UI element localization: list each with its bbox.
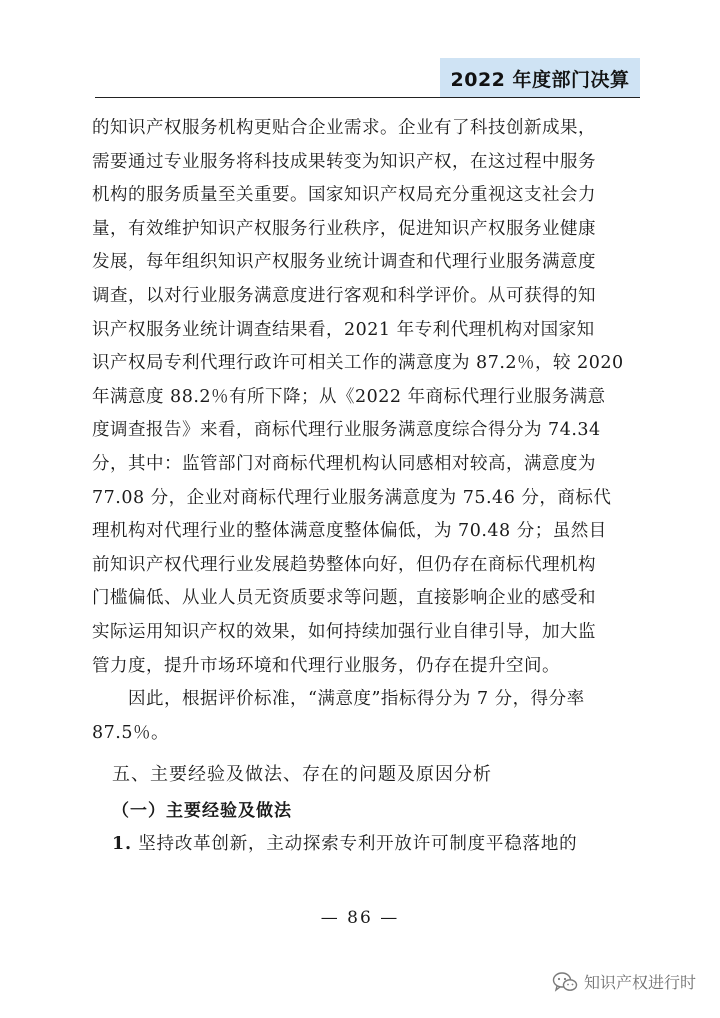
text-line: 的知识产权服务机构更贴合企业需求。企业有了科技创新成果， [92, 118, 596, 138]
text-line: 量，有效维护知识产权服务行业秩序，促进知识产权服务业健康 [92, 218, 596, 239]
text-line: 实际运用知识产权的效果，如何持续加强行业自律引导，加大监 [92, 621, 596, 642]
watermark-text: 知识产权进行时 [583, 973, 696, 992]
paragraph-2 [92, 683, 632, 750]
page-number: — 86 — [320, 908, 400, 928]
item-number: 1. [112, 834, 132, 854]
section-heading: 五、主要经验及做法、存在的问题及原因分析 [112, 764, 492, 785]
text-line: 因此，根据评价标准，“满意度”指标得分为 7 分，得分率 [92, 689, 585, 710]
text-line: 度调查报告》来看，商标代理行业服务满意度综合得分为 74.34 [92, 420, 601, 441]
text-line: 87.5％。 [92, 722, 169, 743]
text-line: 前知识产权代理行业发展趋势整体向好，但仍存在商标代理机构 [92, 554, 596, 575]
text-line: 年满意度 88.2％有所下降；从《2022 年商标代理行业服务满意 [92, 386, 606, 407]
text-line: 管力度，提升市场环境和代理行业服务，仍存在提升空间。 [92, 655, 560, 676]
text-line: 识产权服务业统计调查结果看，2021 年专利代理机构对国家知 [92, 319, 595, 340]
header-title-tab [440, 58, 640, 98]
subsection-heading: （一）主要经验及做法 [112, 801, 292, 821]
wechat-icon [552, 971, 578, 993]
text-line: 需要通过专业服务将科技成果转变为知识产权，在这过程中服务 [92, 151, 596, 172]
text-line: 理机构对代理行业的整体满意度整体偏低，为 70.48 分；虽然目 [92, 521, 607, 542]
text-line: 发展，每年组织知识产权服务业统计调查和代理行业服务满意度 [92, 252, 596, 273]
text-line: 调查，以对行业服务满意度进行客观和科学评价。从可获得的知 [92, 285, 596, 306]
watermark [552, 970, 696, 993]
text-line: 门槛偏低、从业人员无资质要求等问题，直接影响企业的感受和 [92, 588, 596, 609]
body-text [92, 112, 632, 750]
text-line: 识产权局专利代理行政许可相关工作的满意度为 87.2％，较 2020 [92, 353, 624, 374]
header-title: 2022 年度部门决算 [450, 68, 630, 91]
list-item [112, 830, 577, 855]
text-line: 分，其中：监管部门对商标代理机构认同感相对较高，满意度为 [92, 453, 596, 474]
text-line: 机构的服务质量至关重要。国家知识产权局充分重视这支社会力 [92, 185, 596, 206]
text-line: 77.08 分，企业对商标代理行业服务满意度为 75.46 分，商标代 [92, 487, 612, 508]
item-text: 坚持改革创新，主动探索专利开放许可制度平稳落地的 [131, 834, 578, 854]
paragraph-1 [92, 112, 632, 683]
header-divider [95, 97, 640, 98]
